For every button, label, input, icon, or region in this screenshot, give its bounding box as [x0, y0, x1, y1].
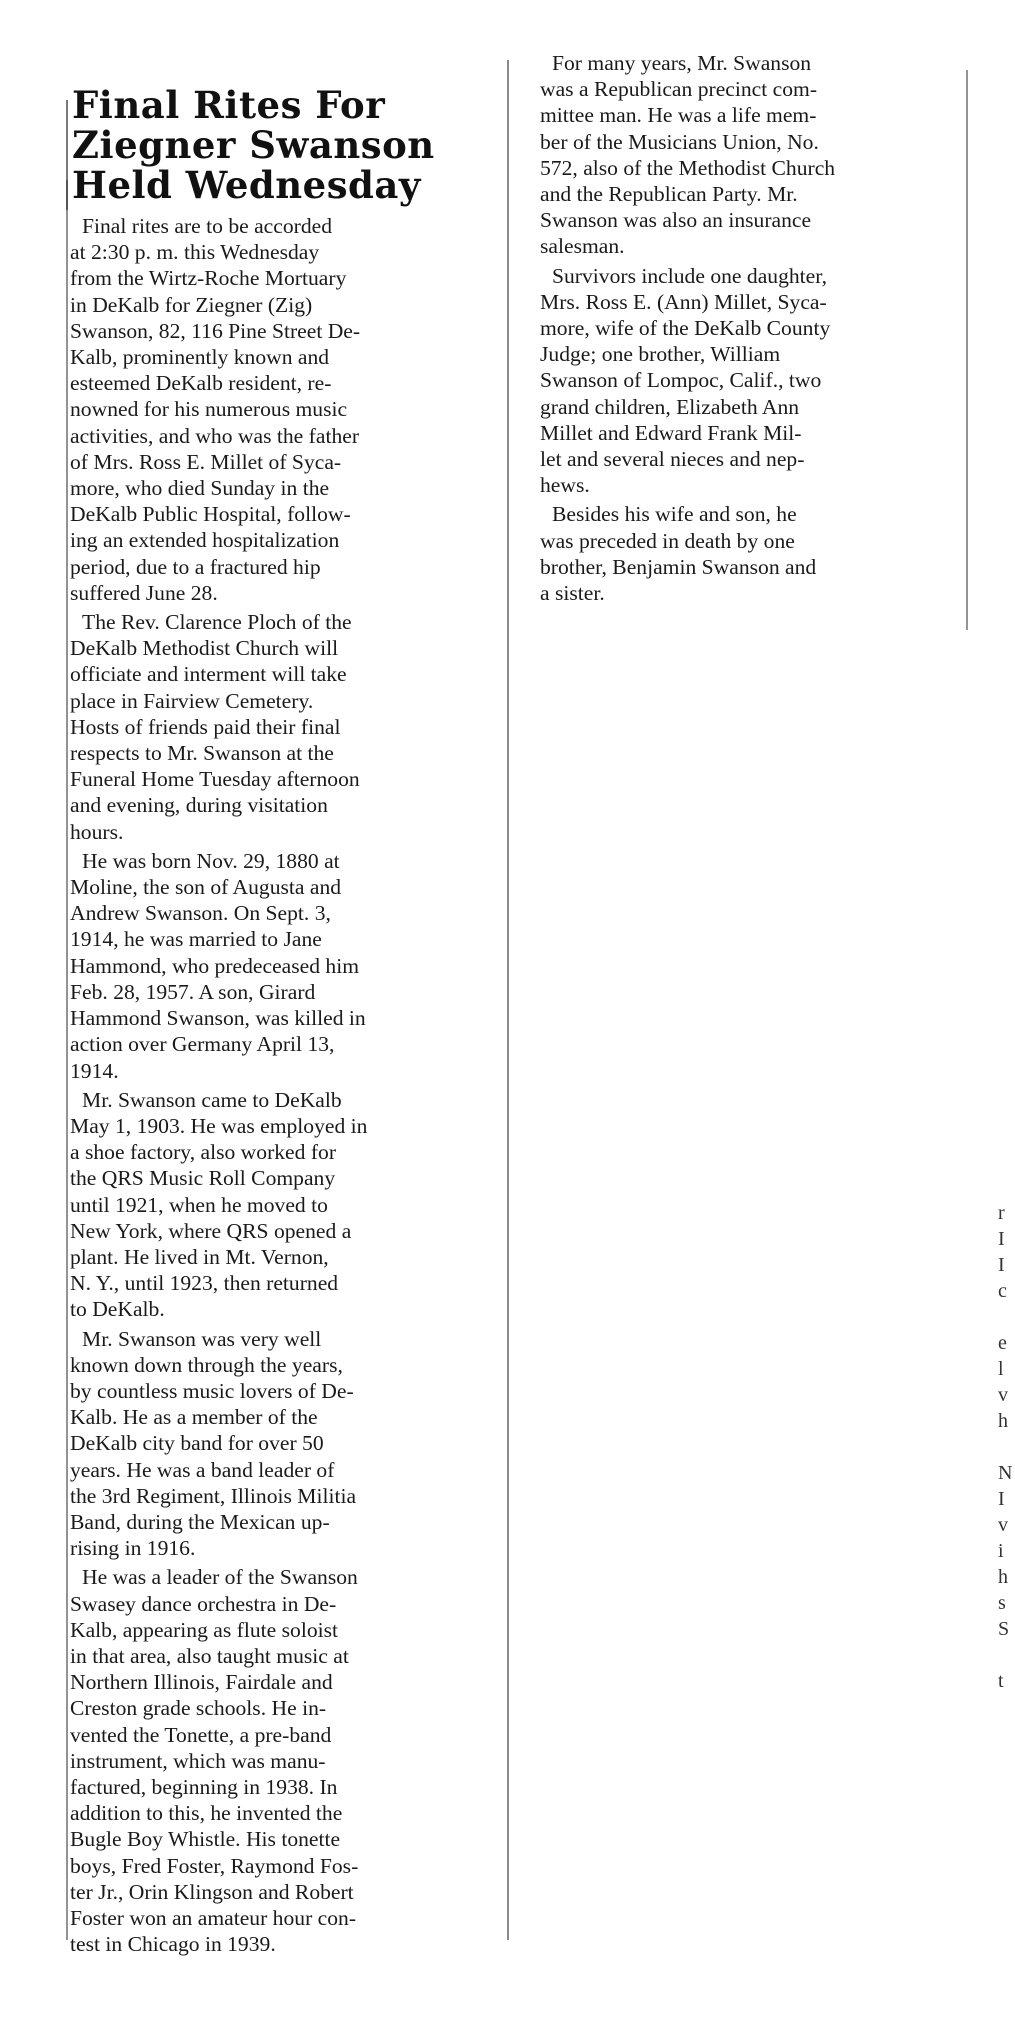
fragment-letter: v: [998, 1384, 1008, 1406]
text-line: 572, also of the Methodist Church: [540, 155, 836, 180]
text-line: Survivors include one daughter,: [552, 263, 827, 288]
fragment-letter: l: [998, 1358, 1004, 1380]
text-line: and the Republican Party. Mr.: [540, 182, 798, 207]
text-line: Hammond Swanson, was killed in: [70, 1006, 366, 1031]
text-line: period, due to a fractured hip: [70, 554, 321, 579]
text-line: known down through the years,: [70, 1352, 343, 1377]
text-line: brother, Benjamin Swanson and: [540, 554, 817, 579]
fragment-letter: h: [998, 1410, 1008, 1432]
text-line: He was born Nov. 29, 1880 at: [82, 848, 340, 873]
text-line: mittee man. He was a life mem-: [540, 103, 817, 128]
headline-line: Final Rites For: [72, 83, 386, 127]
text-line: Swasey dance orchestra in De-: [70, 1591, 337, 1616]
text-line: Swanson, 82, 116 Pine Street De-: [70, 318, 361, 343]
text-line: activities, and who was the father: [70, 423, 360, 448]
text-line: DeKalb Public Hospital, follow-: [70, 502, 351, 527]
article-paragraph: [70, 609, 502, 845]
text-line: a sister.: [540, 581, 605, 606]
article-paragraph: [70, 213, 502, 606]
text-line: hews.: [540, 473, 590, 498]
column-divider: [507, 60, 509, 1940]
text-line: Hosts of friends paid their final: [70, 714, 341, 739]
text-line: in that area, also taught music at: [70, 1643, 349, 1668]
text-line: grand children, Elizabeth Ann: [540, 394, 800, 419]
text-line: vented the Tonette, a pre-band: [70, 1722, 332, 1747]
text-line: more, wife of the DeKalb County: [540, 316, 831, 341]
fragment-letter: h: [998, 1566, 1008, 1588]
fragment-letter: I: [998, 1254, 1005, 1276]
headline-line: Ziegner Swanson: [72, 123, 435, 167]
text-line: Andrew Swanson. On Sept. 3,: [70, 901, 331, 926]
text-line: The Rev. Clarence Ploch of the: [82, 610, 352, 635]
text-line: Feb. 28, 1957. A son, Girard: [70, 979, 316, 1004]
text-line: a shoe factory, also worked for: [70, 1140, 337, 1165]
text-line: Mr. Swanson was very well: [82, 1326, 322, 1351]
text-line: Judge; one brother, William: [540, 342, 781, 367]
right-column-edge: [966, 70, 968, 630]
text-line: Band, during the Mexican up-: [70, 1509, 330, 1534]
article-paragraph: [540, 501, 960, 606]
text-line: Swanson was also an insurance: [540, 208, 812, 233]
text-line: ing an extended hospitalization: [70, 528, 340, 553]
text-line: DeKalb Methodist Church will: [70, 636, 339, 661]
text-line: Final rites are to be accorded: [82, 214, 333, 238]
text-line: from the Wirtz-Roche Mortuary: [70, 266, 347, 291]
text-line: esteemed DeKalb resident, re-: [70, 371, 332, 396]
text-line: New York, where QRS opened a: [70, 1218, 352, 1243]
text-line: Hammond, who predeceased him: [70, 953, 360, 978]
text-line: Swanson of Lompoc, Calif., two: [540, 368, 822, 393]
article-headline: [72, 85, 502, 205]
headline-line: Held Wednesday: [72, 163, 421, 207]
fragment-letter: I: [998, 1228, 1005, 1250]
text-line: respects to Mr. Swanson at the: [70, 741, 334, 766]
text-line: rising in 1916.: [70, 1536, 196, 1561]
text-line: to DeKalb.: [70, 1297, 165, 1322]
text-line: N. Y., until 1923, then returned: [70, 1271, 339, 1296]
text-line: Millet and Edward Frank Mil-: [540, 420, 802, 445]
text-line: more, who died Sunday in the: [70, 476, 330, 501]
text-line: He was a leader of the Swanson: [82, 1565, 358, 1590]
left-column-edge: [66, 180, 68, 1940]
text-line: instrument, which was manu-: [70, 1748, 326, 1773]
text-line: hours.: [70, 819, 124, 844]
text-line: let and several nieces and nep-: [540, 447, 805, 472]
article-paragraph: [70, 1087, 502, 1323]
text-line: was preceded in death by one: [540, 528, 795, 553]
text-line: action over Germany April 13,: [70, 1032, 335, 1057]
text-line: years. He was a band leader of: [70, 1457, 335, 1482]
fragment-letter: t: [998, 1670, 1004, 1692]
fragment-letter: s: [998, 1592, 1006, 1614]
right-column: [540, 50, 960, 609]
text-line: Kalb. He as a member of the: [70, 1405, 318, 1430]
text-line: For many years, Mr. Swanson: [552, 51, 812, 75]
article-paragraph: [70, 1326, 502, 1562]
text-line: place in Fairview Cemetery.: [70, 688, 314, 713]
text-line: Northern Illinois, Fairdale and: [70, 1670, 333, 1695]
article-paragraph: [540, 50, 960, 260]
fragment-letter: N: [998, 1462, 1013, 1484]
fragment-letter: e: [998, 1332, 1007, 1354]
fragment-letter: r: [998, 1202, 1005, 1224]
text-line: Creston grade schools. He in-: [70, 1696, 327, 1721]
text-line: nowned for his numerous music: [70, 397, 348, 422]
adjacent-clipping-fragment: [998, 1200, 1015, 1700]
fragment-letter: [998, 1642, 1015, 1668]
fragment-letter: v: [998, 1514, 1008, 1536]
text-line: ber of the Musicians Union, No.: [540, 129, 819, 154]
left-column-body: [70, 213, 502, 1957]
text-line: in DeKalb for Ziegner (Zig): [70, 292, 313, 317]
text-line: addition to this, he invented the: [70, 1801, 343, 1826]
text-line: the 3rd Regiment, Illinois Militia: [70, 1483, 357, 1508]
text-line: Kalb, prominently known and: [70, 345, 330, 370]
article-paragraph: [70, 1564, 502, 1957]
text-line: Moline, the son of Augusta and: [70, 875, 342, 900]
article-paragraph: [540, 263, 960, 499]
text-line: until 1921, when he moved to: [70, 1192, 328, 1217]
text-line: factured, beginning in 1938. In: [70, 1774, 338, 1799]
article-paragraph: [70, 848, 502, 1084]
text-line: and evening, during visitation: [70, 793, 328, 818]
fragment-letter: I: [998, 1488, 1005, 1510]
text-line: at 2:30 p. m. this Wednesday: [70, 240, 320, 265]
text-line: DeKalb city band for over 50: [70, 1431, 324, 1456]
text-line: Foster won an amateur hour con-: [70, 1906, 357, 1930]
text-line: boys, Fred Foster, Raymond Fos-: [70, 1853, 359, 1878]
text-line: test in Chicago in 1939.: [70, 1932, 276, 1957]
fragment-letter: i: [998, 1540, 1004, 1562]
text-line: 1914.: [70, 1058, 119, 1083]
text-line: Funeral Home Tuesday afternoon: [70, 767, 360, 792]
text-line: of Mrs. Ross E. Millet of Syca-: [70, 449, 342, 474]
fragment-letter: S: [998, 1618, 1010, 1640]
text-line: was a Republican precinct com-: [540, 77, 818, 102]
text-line: Mr. Swanson came to DeKalb: [82, 1087, 342, 1112]
text-line: Kalb, appearing as flute soloist: [70, 1617, 339, 1642]
fragment-letter: [998, 1304, 1015, 1330]
left-column: [70, 85, 502, 1960]
fragment-letter: c: [998, 1280, 1007, 1302]
text-line: plant. He lived in Mt. Vernon,: [70, 1244, 329, 1269]
right-column-body: [540, 50, 960, 606]
fragment-letter: [998, 1434, 1015, 1460]
text-line: salesman.: [540, 234, 625, 259]
text-line: the QRS Music Roll Company: [70, 1166, 336, 1191]
text-line: Mrs. Ross E. (Ann) Millet, Syca-: [540, 289, 827, 314]
text-line: 1914, he was married to Jane: [70, 927, 322, 952]
text-line: May 1, 1903. He was employed in: [70, 1113, 368, 1138]
text-line: by countless music lovers of De-: [70, 1378, 354, 1403]
text-line: officiate and interment will take: [70, 662, 347, 687]
text-line: ter Jr., Orin Klingson and Robert: [70, 1879, 354, 1904]
text-line: Bugle Boy Whistle. His tonette: [70, 1827, 341, 1852]
text-line: Besides his wife and son, he: [552, 502, 797, 527]
text-line: suffered June 28.: [70, 580, 218, 605]
